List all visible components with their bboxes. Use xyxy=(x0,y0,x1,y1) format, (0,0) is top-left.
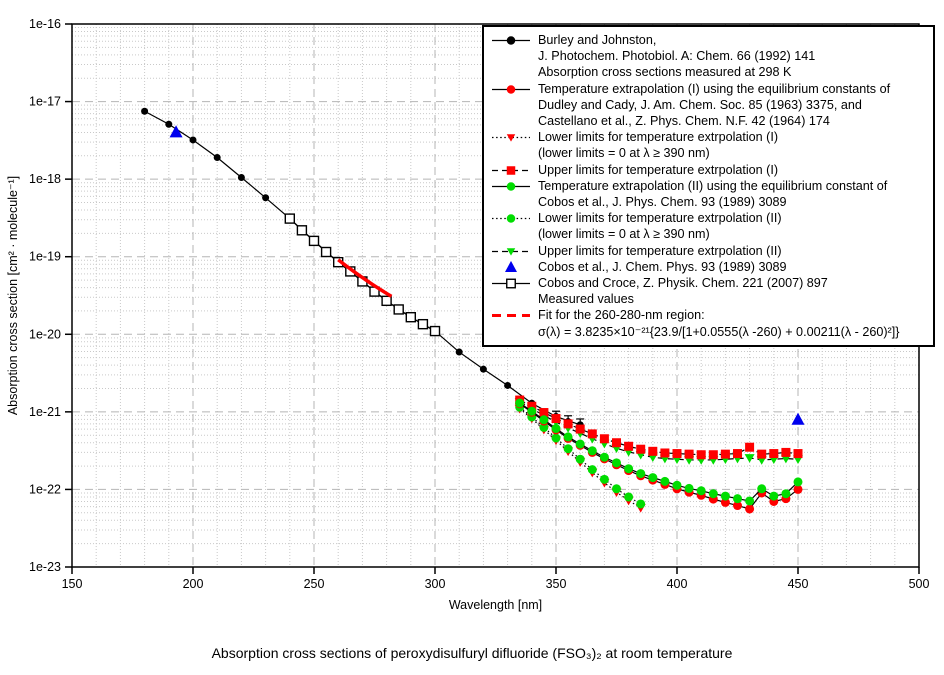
y-tick-label: 1e-23 xyxy=(29,560,61,574)
legend-glyph-circle-icon xyxy=(491,34,531,47)
y-tick-label: 1e-21 xyxy=(29,404,61,419)
legend-glyph-circle-icon xyxy=(491,212,531,225)
legend-line: Castellano et al., Z. Phys. Chem. N.F. 42 (1964) 174 xyxy=(538,114,830,129)
legend-item-text xyxy=(538,162,778,178)
legend-item-4 xyxy=(491,178,929,210)
legend-line: Measured values xyxy=(538,292,634,307)
x-axis-label: Wavelength [nm] xyxy=(448,598,543,612)
legend-item-text xyxy=(538,81,890,130)
legend-item-text xyxy=(538,210,782,242)
legend-item-3 xyxy=(491,162,929,178)
y-tick-label: 1e-17 xyxy=(29,94,61,109)
legend-line: Dudley and Cady, J. Am. Chem. Soc. 85 (1963) 3375, and xyxy=(538,97,862,112)
legend-line: Absorption cross sections measured at 298 K xyxy=(538,65,792,80)
legend-line: Cobos et al., J. Phys. Chem. 93 (1989) 3089 xyxy=(538,195,787,210)
legend-item-1 xyxy=(491,81,929,130)
legend-item-text xyxy=(538,129,778,161)
legend-item-8 xyxy=(491,275,929,307)
legend-line: Temperature extrapolation (I) using the equilibrium constants of xyxy=(538,81,891,96)
legend-line: Burley and Johnston, xyxy=(538,33,657,47)
x-tick-label: 350 xyxy=(545,577,567,591)
legend-item-text xyxy=(538,307,899,339)
legend-item-text xyxy=(538,275,828,307)
y-tick-label: 1e-16 xyxy=(29,17,61,31)
y-tick-label: 1e-22 xyxy=(29,482,61,497)
legend-line: Temperature extrapolation (II) using the equilibrium constant of xyxy=(538,178,888,193)
legend-line: σ(λ) = 3.8235×10⁻²¹{23.9/[1+0.0555(λ -260) + 0.00211(λ - 260)²]} xyxy=(538,324,900,339)
x-tick-label: 250 xyxy=(303,577,325,591)
legend-item-text xyxy=(538,178,887,210)
legend-line: Upper limits for temperature extrpolation (I) xyxy=(538,162,779,177)
chart-legend xyxy=(482,25,935,347)
legend-item-6 xyxy=(491,243,929,259)
legend-item-text xyxy=(538,259,787,275)
legend-item-7 xyxy=(491,259,929,275)
legend-line: Lower limits for temperature extrpolation (II) xyxy=(538,211,782,226)
legend-glyph-tri-down-icon xyxy=(491,131,531,144)
legend-glyph-square-icon xyxy=(491,164,531,177)
legend-line: J. Photochem. Photobiol. A: Chem. 66 (1992) 141 xyxy=(538,49,816,64)
x-tick-label: 500 xyxy=(908,577,930,591)
legend-line: Upper limits for temperature extrpolation (II) xyxy=(538,243,782,258)
legend-item-text xyxy=(538,32,815,81)
legend-line: Fit for the 260-280-nm region: xyxy=(538,308,705,323)
legend-line: (lower limits = 0 at λ ≥ 390 nm) xyxy=(538,227,710,242)
legend-line: Cobos and Croce, Z. Physik. Chem. 221 (2007) 897 xyxy=(538,276,828,291)
legend-item-text xyxy=(538,243,782,259)
legend-glyph-open-square-icon xyxy=(491,277,531,290)
legend-glyph-tri-up-icon xyxy=(491,261,531,274)
legend-item-2 xyxy=(491,129,929,161)
y-tick-label: 1e-20 xyxy=(29,327,61,342)
legend-glyph-circle-icon xyxy=(491,83,531,96)
legend-item-5 xyxy=(491,210,929,242)
y-axis-label: Absorption cross section [cm² · molecule⁻¹] xyxy=(6,175,20,416)
legend-item-0 xyxy=(491,32,929,81)
legend-line: (lower limits = 0 at λ ≥ 390 nm) xyxy=(538,146,710,161)
legend-glyph-tri-down-icon xyxy=(491,245,531,258)
y-tick-label: 1e-18 xyxy=(29,172,61,187)
legend-line: Lower limits for temperature extrpolation (I) xyxy=(538,130,779,145)
x-tick-label: 200 xyxy=(182,577,204,591)
x-tick-label: 450 xyxy=(787,577,809,591)
legend-glyph-circle-icon xyxy=(491,180,531,193)
legend-line: Cobos et al., J. Chem. Phys. 93 (1989) 3089 xyxy=(538,259,787,274)
legend-glyph-line-icon xyxy=(491,309,531,322)
y-tick-label: 1e-19 xyxy=(29,249,61,264)
legend-item-9 xyxy=(491,307,929,339)
x-tick-label: 150 xyxy=(61,577,83,591)
x-tick-label: 300 xyxy=(424,577,446,591)
x-tick-label: 400 xyxy=(666,577,688,591)
figure-caption: Absorption cross sections of peroxydisulfuryl difluoride (FSO₃)₂ at room temperature xyxy=(211,645,733,661)
